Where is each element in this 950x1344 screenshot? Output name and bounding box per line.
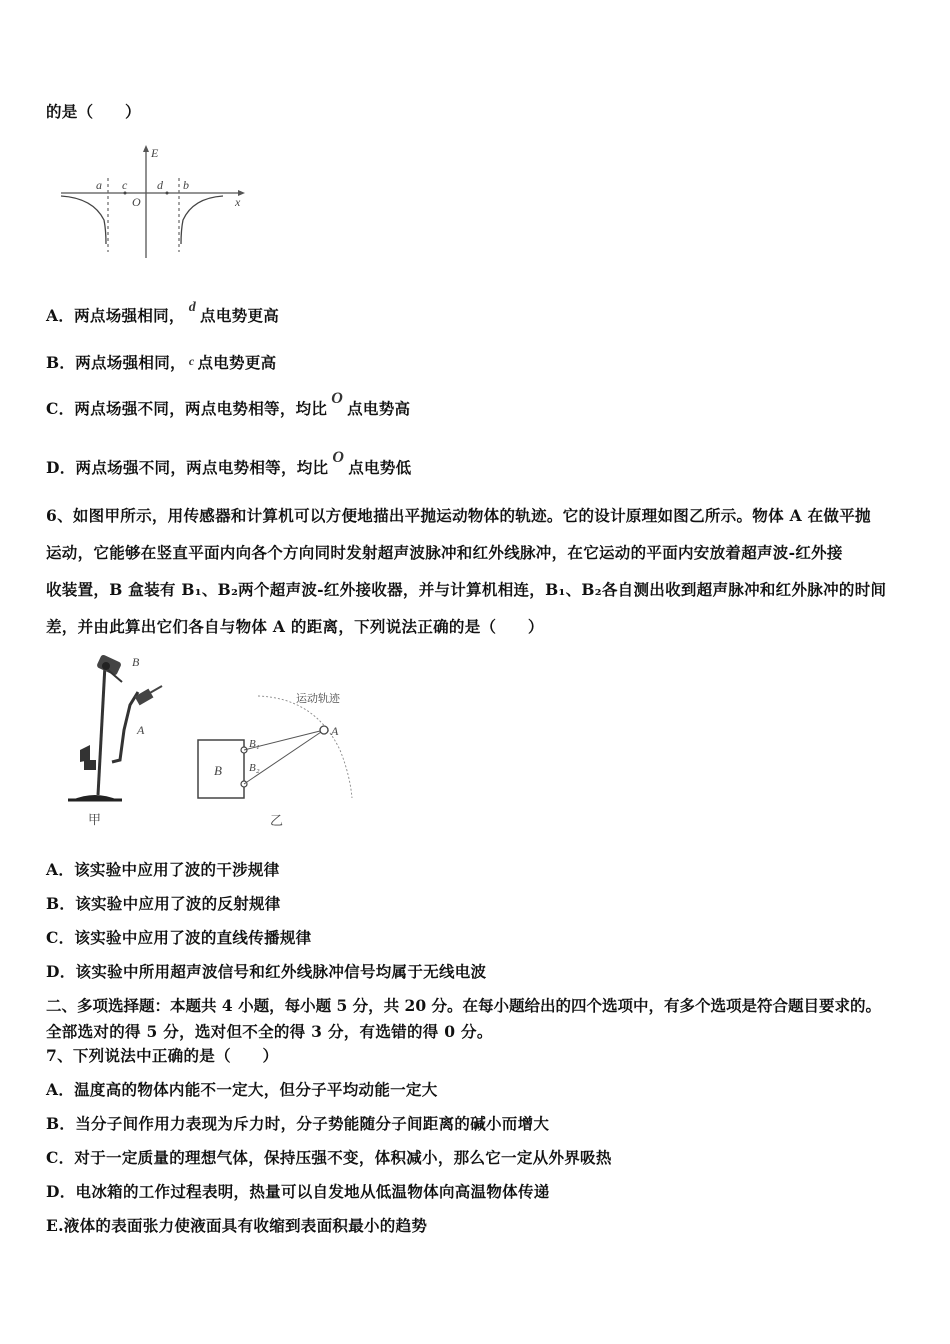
yi-label-A: A [331, 724, 339, 738]
q6-stem-line-4: 差，并由此算出它们各自与物体 A 的距离，下列说法正确的是（ ） [46, 617, 544, 636]
q6-stem-line-3: 收装置，B 盒装有 B₁、B₂两个超声波-红外接收器，并与计算机相连，B₁、B₂各自测出收到超声脉冲和红外脉冲的时间 [46, 580, 887, 599]
jia-label-B: B [132, 655, 140, 669]
yi-trajectory-label: 运动轨迹 [296, 692, 340, 705]
yi-caption: 乙 [270, 814, 284, 829]
point-label-d: d [157, 178, 163, 192]
jia-label-A: A [137, 723, 145, 737]
yi-label-B: B [214, 763, 222, 778]
q5-option-d[interactable]: D．两点场强不同，两点电势相等，均比O点电势低 [46, 449, 412, 477]
axis-label-x: x [235, 195, 241, 209]
q5-option-c[interactable]: C．两点场强不同，两点电势相等，均比O点电势高 [46, 390, 411, 418]
q5-stem-tail: 的是（ ） [46, 102, 141, 121]
q6-option-b[interactable]: B．该实验中应用了波的反射规律 [46, 894, 281, 913]
origin-label: O [132, 195, 141, 209]
axis-label-E: E [151, 146, 159, 160]
q5-option-b[interactable]: B．两点场强相同， c 点电势更高 [46, 353, 277, 372]
point-label-a: a [96, 178, 102, 192]
section2-line-1: 二、多项选择题：本题共 4 小题，每小题 5 分，共 20 分。在每小题给出的四个选项中，有多个选项是符合题目要求的。 [46, 996, 882, 1015]
q7-option-e[interactable]: E.液体的表面张力使液面具有收缩到表面积最小的趋势 [46, 1216, 428, 1235]
yi-trajectory [258, 696, 352, 798]
point-label-b: b [183, 178, 189, 192]
q5-option-a[interactable]: A．两点场强相同， d 点电势更高 [46, 300, 280, 325]
field-curve-right [181, 196, 223, 244]
yi-label-B1: B₁ [249, 738, 260, 750]
q6-option-a[interactable]: A．该实验中应用了波的干涉规律 [46, 860, 280, 879]
yi-label-B2: B₂ [249, 762, 260, 774]
q7-option-d[interactable]: D．电冰箱的工作过程表明，热量可以自发地从低温物体向高温物体传递 [46, 1182, 550, 1201]
q6-stem-line-2: 运动，它能够在竖直平面内向各个方向同时发射超声波脉冲和红外线脉冲，在它运动的平面内安放着超声波-红外接 [46, 543, 843, 562]
field-curve-left [61, 196, 106, 244]
q7-option-a[interactable]: A．温度高的物体内能不一定大，但分子平均动能一定大 [46, 1080, 438, 1099]
q6-option-c[interactable]: C．该实验中应用了波的直线传播规律 [46, 928, 312, 947]
q6-option-d[interactable]: D．该实验中所用超声波信号和红外线脉冲信号均属于无线电波 [46, 962, 487, 981]
q7-stem: 7、下列说法中正确的是（ ） [46, 1046, 279, 1065]
q6-figure-jia [60, 650, 180, 830]
q7-option-b[interactable]: B．当分子间作用力表现为斥力时，分子势能随分子间距离的碱小而增大 [46, 1114, 550, 1133]
section2-line-2: 全部选对的得 5 分，选对但不全的得 3 分，有选错的得 0 分。 [46, 1022, 493, 1041]
jia-caption: 甲 [88, 813, 102, 828]
q7-option-c[interactable]: C．对于一定质量的理想气体，保持压强不变，体积减小，那么它一定从外界吸热 [46, 1148, 612, 1167]
point-label-c: c [122, 178, 128, 192]
q5-field-graph [55, 140, 255, 265]
q6-figure-yi [190, 680, 370, 835]
q6-stem-line-1: 6、如图甲所示，用传感器和计算机可以方便地描出平抛运动物体的轨迹。它的设计原理如图乙所示。物体 A 在做平抛 [46, 506, 871, 525]
